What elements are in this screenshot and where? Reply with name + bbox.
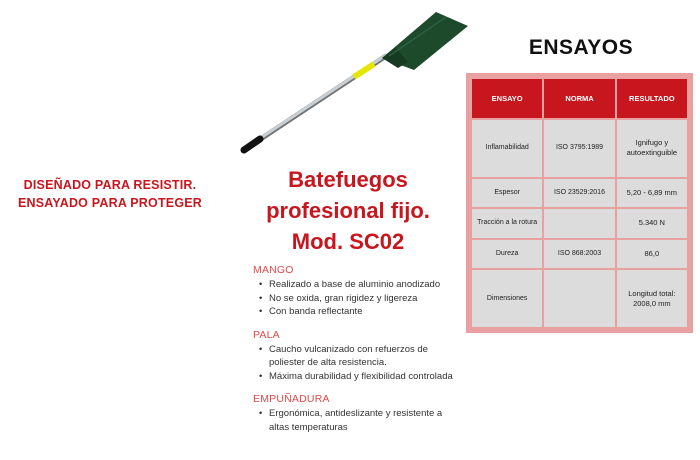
list-item: • Caucho vulcanizado con refuerzos de poliester de alta resistencia. xyxy=(259,343,458,370)
table-cell: 86,0 xyxy=(617,240,687,268)
table-cell: Dureza xyxy=(472,240,542,268)
table-row xyxy=(472,240,687,268)
table-cell: ISO 23529:2016 xyxy=(544,179,614,207)
ensayos-table xyxy=(470,77,689,329)
table-row xyxy=(472,209,687,237)
table-header-row xyxy=(472,79,687,118)
empunadura-list xyxy=(253,407,458,434)
paddle-beater-icon xyxy=(236,8,476,156)
ensayos-table-frame xyxy=(466,73,693,333)
list-item: • Máxima durabilidad y flexibilidad controlada xyxy=(259,370,458,384)
table-cell: ISO 3795:1989 xyxy=(544,120,614,177)
tagline-line-2: ENSAYADO PARA PROTEGER xyxy=(17,196,203,210)
table-cell xyxy=(544,270,614,327)
grip xyxy=(244,139,260,150)
section-title-empunadura: EMPUÑADURA xyxy=(253,393,330,405)
table-cell: Ignifugo y autoextinguible xyxy=(617,120,687,177)
product-title xyxy=(240,164,456,257)
list-item: • Con banda reflectante xyxy=(259,305,458,319)
table-cell: 5.340 N xyxy=(617,209,687,237)
pala-list xyxy=(253,343,458,384)
tagline-line-1: DISEÑADO PARA RESISTIR. xyxy=(23,178,197,192)
list-item: • No se oxida, gran rigidez y ligereza xyxy=(259,292,458,306)
list-item: • Realizado a base de aluminio anodizado xyxy=(259,278,458,292)
table-cell: Inflamabilidad xyxy=(472,120,542,177)
reflective-band xyxy=(354,64,374,77)
table-row xyxy=(472,120,687,177)
ensayos-title: ENSAYOS xyxy=(528,36,634,59)
header-norma: NORMA xyxy=(544,79,614,118)
table-row xyxy=(472,179,687,207)
table-cell: 5,20 - 6,89 mm xyxy=(617,179,687,207)
title-line-2: profesional fijo. xyxy=(266,198,430,223)
table-cell: Dimensiones xyxy=(472,270,542,327)
table-cell: Tracción a la rotura xyxy=(472,209,542,237)
table-cell: ISO 868:2003 xyxy=(544,240,614,268)
title-line-3: Mod. SC02 xyxy=(291,229,405,254)
header-resultado: RESULTADO xyxy=(617,79,687,118)
section-title-pala: PALA xyxy=(253,328,280,341)
table-cell xyxy=(544,209,614,237)
table-cell: Espesor xyxy=(472,179,542,207)
mango-list xyxy=(253,278,458,319)
section-title-mango: MANGO xyxy=(253,264,294,276)
title-line-1: Batefuegos xyxy=(288,167,408,192)
header-ensayo: ENSAYO xyxy=(472,79,542,118)
list-item: • Ergonómica, antideslizante y resistente a altas temperaturas xyxy=(259,407,458,434)
table-row xyxy=(472,270,687,327)
tagline xyxy=(10,176,210,212)
table-cell: Longitud total: 2008,0 mm xyxy=(617,270,687,327)
spec-list xyxy=(253,264,458,434)
